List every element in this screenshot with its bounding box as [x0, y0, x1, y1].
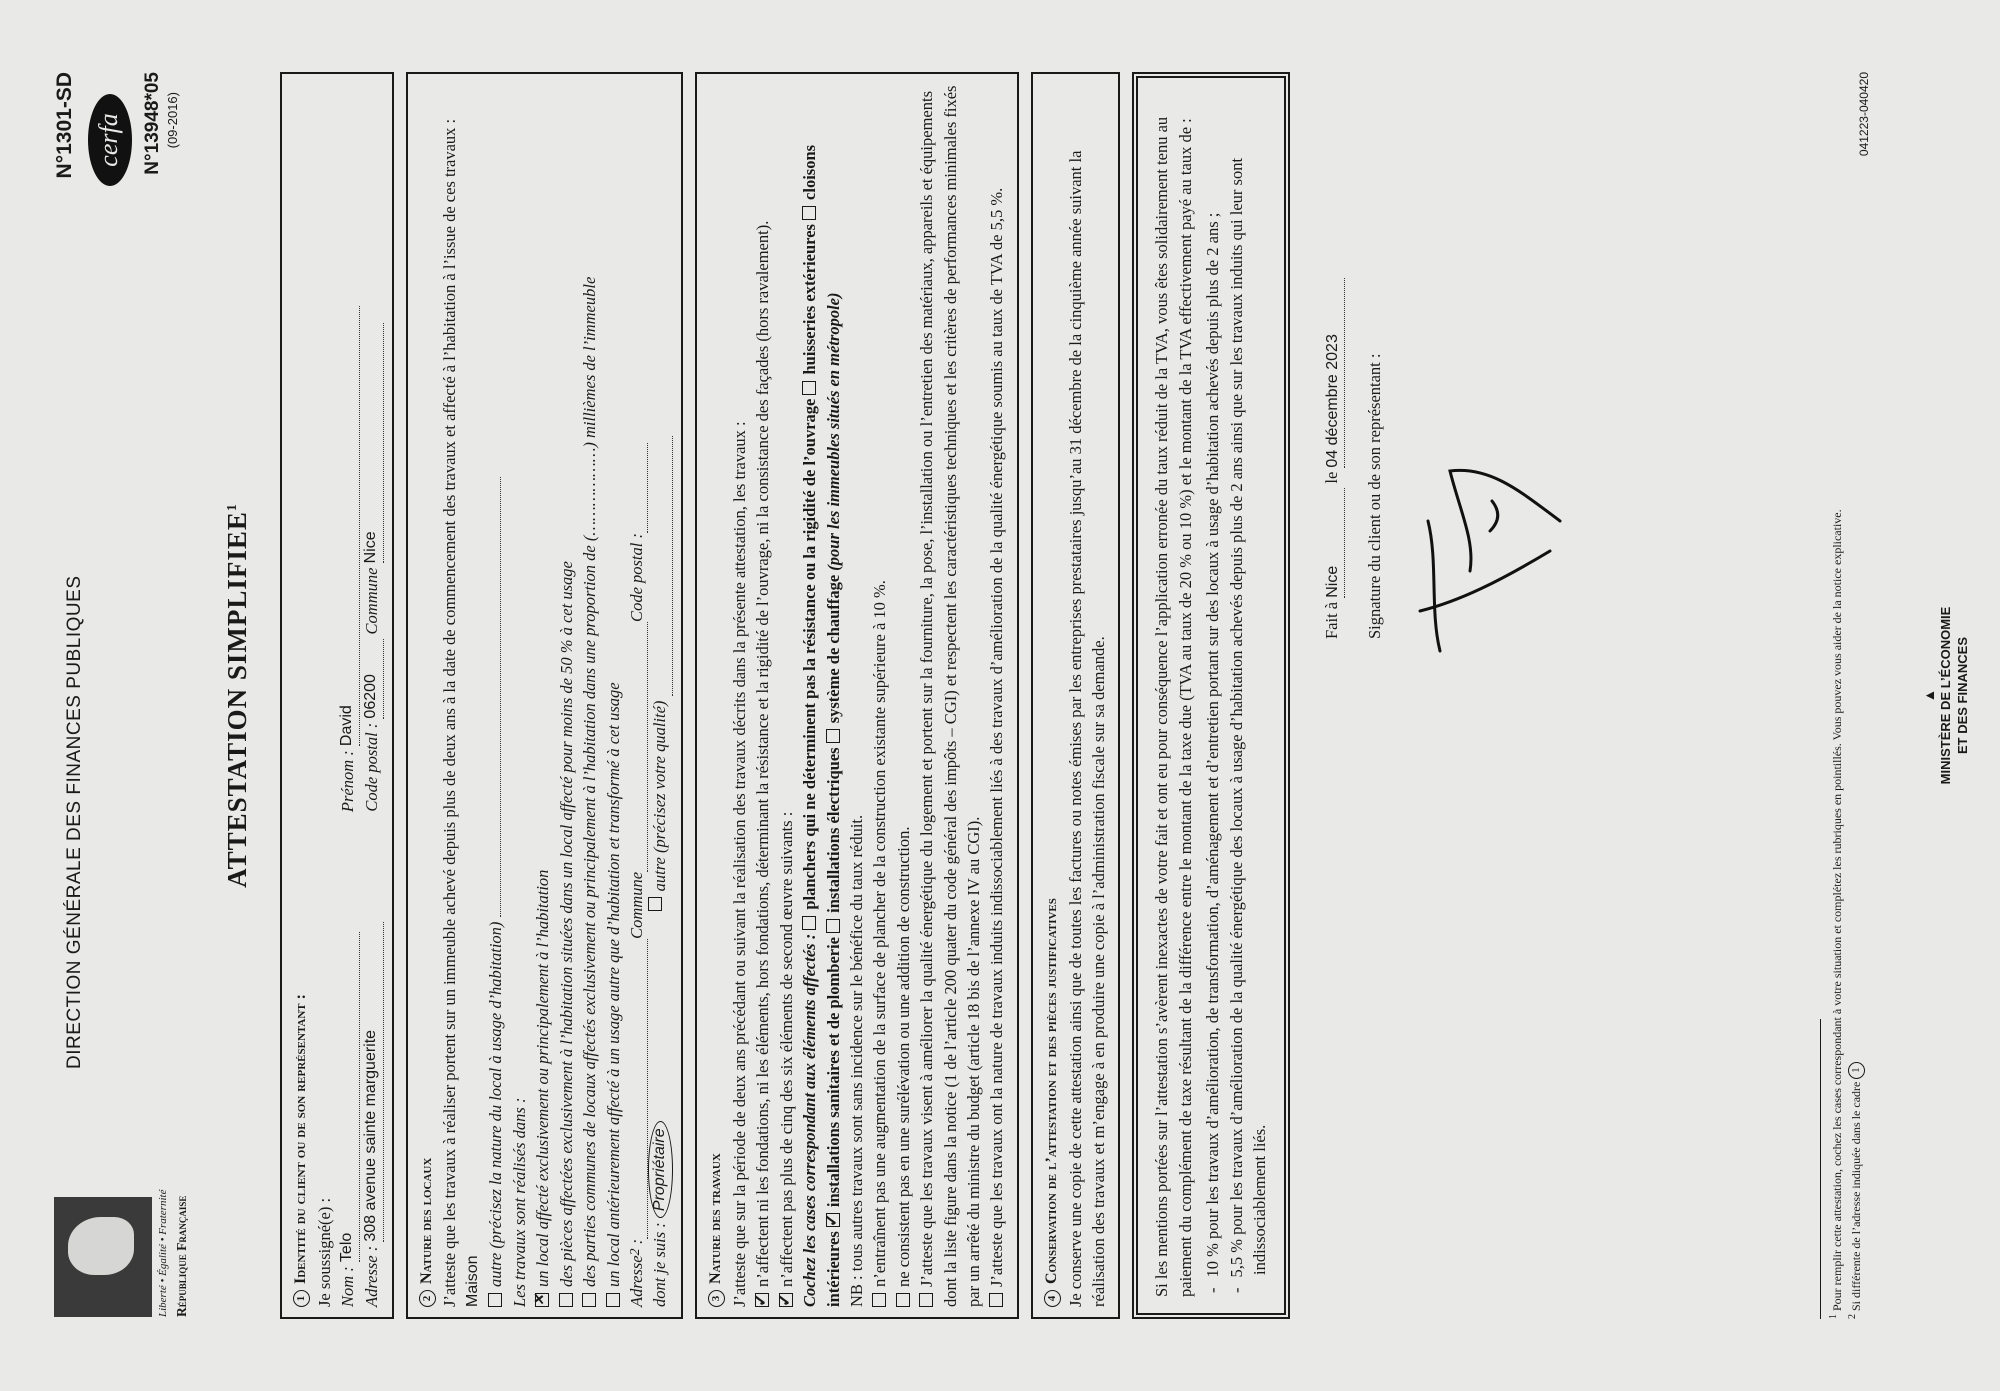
checkbox-autre-qualite[interactable]	[648, 897, 662, 911]
conservation-text: Je conserve une copie de cette attestation ainsi que de toutes les factures ou notes émises par les entreprises prestataires jusqu’au 31 décembre de la cinquième année suivant la réalisation des travaux et m’engage à en produire une copie à l’administration fiscale sur sa demande.	[1065, 150, 1109, 1307]
premises-handwritten: Maison	[463, 1255, 481, 1307]
cp2-field[interactable]	[625, 443, 648, 533]
checkbox-local-transforme[interactable]	[606, 1293, 620, 1307]
rate-5-5: - 5,5 % pour les travaux d’amélioration de la qualité énergétique des locaux à usage d’habitation achevés depuis plus de 2 ans ainsi que sur les travaux induits qui leur sont indissociablement liés.	[1225, 94, 1272, 1275]
prenom-field[interactable]: David	[336, 306, 360, 746]
checkbox-travaux-induits[interactable]	[989, 1293, 1003, 1307]
section-works: 3Nature des travaux J’atteste que sur la période de deux ans précédant ou suivant la réalisation des travaux décrits dans la présente attestation, les travaux : ✓ n’affectent ni les fondations, ni les éléments, hors fondations, déterminant la résistance et la rigidité de l’ouvrage, ni la consistance des façades (hors ravalement). ✓ n’affectent pas plus de cinq des six éléments de second œuvre suivants : Cochez les cases correspondant aux éléments affectés : planchers qui ne déterminent pas la résistance ou la rigidité de l’ouvrage huisseries extérieures cloisons intérieures ✓installations sanitaires et de plomberie installations électriques système de chauffage (pour les immeubles situés en métropole) NB : tous autres travaux sont sans incidence sur le bénéfice du taux réduit. n’entraînent pas une augmentation de la surface de plancher de la construction existante supérieure à 10 %. ne consistent pas en une surélévation ou une addition de construction. J’atteste que les travaux visent à améliorer la qualité énergétique du logement et portent sur la fourniture, la pose, l’installation ou l’entretien des matériaux, appareils et équipements dont la liste figure dans la notice (1 de l’article 200 quater du code général des impôts – CGI) et respectent les caractéristiques techniques et les critères de performances minimales fixés par un arrêté du ministre du budget (article 18 bis de l’annexe IV au CGI). J’atteste que les travaux ont la nature de travaux induits indissociablement liés à des travaux d’amélioration de la qualité énergétique soumis au taux de TVA de 5,5 %.	[695, 72, 1019, 1319]
nb-note: NB : tous autres travaux sont sans incidence sur le bénéfice du taux réduit.	[846, 814, 866, 1307]
address2-row: Adresse 2 : Commune Code postal :	[625, 84, 648, 1307]
premises-intro: J’atteste que les travaux à réaliser portent sur un immeuble achevé depuis plus de deux ans à la date de commencement des travaux et affecté à l’habitation à l’issue de ces travaux :	[440, 118, 460, 1307]
footnote-1: Pour remplir cette attestation, cochez les cases correspondant à votre situation et complétez les rubriques en pointillés. Vous pouvez vous aider de la notice explicative.	[1830, 509, 1844, 1311]
republic-name: République Française	[174, 1195, 189, 1317]
document-reference: 041223-040420	[1857, 72, 1871, 157]
warning-rates	[1201, 94, 1271, 1297]
realises-label: Les travaux sont réalisés dans :	[509, 1097, 529, 1307]
checkbox-huisseries[interactable]	[802, 381, 816, 395]
checkbox-cloisons[interactable]	[802, 206, 816, 220]
signature-label: Signature du client ou de son représentant :	[1365, 353, 1385, 639]
adresse2-field[interactable]	[625, 939, 648, 1239]
checkbox-electriques[interactable]	[826, 919, 840, 933]
section-works-heading: 3Nature des travaux	[705, 84, 728, 1307]
warning-text: Si les mentions portées sur l’attestation s’avèrent inexactes de votre fait et ont eu pour conséquence l’application erronée du taux réduit de la TVA, vous êtes solidairement tenu au paiement du complément de taxe résultant de la différence entre le montant de la taxe due (TVA au taux de 20 % ou 10 %) et le montant de la TVA effectivement payé au taux de :	[1152, 116, 1195, 1297]
checkbox-chauffage[interactable]	[826, 729, 840, 743]
checkbox-surelevation[interactable]	[896, 1293, 910, 1307]
cerfa-logo: cerfa	[88, 94, 132, 186]
checkbox-autre-local[interactable]	[488, 1293, 502, 1307]
checkbox-parties-communes[interactable]	[582, 1293, 596, 1307]
form-number: N°1301-SD	[53, 72, 76, 179]
ministry-logo: ▲ MINISTÈRE DE L’ÉCONOMIE ET DES FINANCES	[1920, 0, 1972, 1391]
checkbox-local-habitation[interactable]	[535, 1293, 549, 1307]
section-identity-heading: 1Identité du client ou de son représentant :	[290, 84, 313, 1307]
section-premises-heading: 2Nature des locaux	[416, 84, 439, 1307]
cerfa-number: N°13948*05	[142, 72, 163, 175]
proprietaire-circled[interactable]: Propriétaire	[648, 1121, 673, 1218]
elements-list: Cochez les cases correspondant aux éléments affectés : planchers qui ne déterminent pas la résistance ou la rigidité de l’ouvrage huisseries extérieures cloisons intérieures ✓installations sanitaires et de plomberie installations électriques système de chauffage (pour les immeubles situés en métropole)	[798, 84, 845, 1307]
checkbox-surface[interactable]	[872, 1293, 886, 1307]
signature-block: Fait à Nice le 04 décembre 2023 Signature du client ou de son représentant :	[1320, 72, 1387, 639]
adresse-field[interactable]: 308 avenue sainte marguerite	[360, 922, 384, 1242]
checkbox-energetique[interactable]	[919, 1293, 933, 1307]
section-premises: 2Nature des locaux J’atteste que les travaux à réaliser portent sur un immeuble achevé depuis plus de deux ans à la date de commencement des travaux et affecté à l’habitation à l’issue de ces travaux : Maison autre (précisez la nature du local à usage d’habitation) Les travaux sont réalisés dans : ✕ un local affecté exclusivement ou principalement à l’habitation des pièces affectées exclusivement à l’habitation situées dans un local affecté pour moins de 50 % à cet usage des parties communes de locaux affectés exclusivement ou principalement à l’habitation dans une proportion de (………………) millièmes de l’immeuble un local antérieurement affecté à un usage autre que d’habitation et transformé à cet usage Adresse 2 : Commune Code postal : dont je suis : Propriétaire autre (précisez votre qualité)	[406, 72, 684, 1319]
checkbox-fondations[interactable]	[755, 1293, 769, 1307]
ministry-emblem-icon: ▲	[1921, 688, 1937, 703]
code-postal-field[interactable]: 06200	[360, 639, 384, 719]
commune-field[interactable]: Nice	[360, 323, 384, 563]
checkbox-pieces-affectees[interactable]	[559, 1293, 573, 1307]
page-title: ATTESTATION SIMPLIFIEE$^1$	[222, 503, 252, 888]
date-field[interactable]: 04 décembre 2023	[1322, 278, 1346, 468]
marianne-logo	[54, 1197, 152, 1317]
warning-box	[1132, 72, 1289, 1319]
cerfa-date: (09-2016)	[165, 92, 180, 149]
footnote-2: Si différente de l’adresse indiquée dans le cadre	[1849, 1081, 1864, 1311]
checkbox-sanitaires[interactable]	[826, 1213, 840, 1227]
form-header	[50, 72, 280, 1319]
section-conservation	[1031, 72, 1121, 1319]
address-row: Adresse : 308 avenue sainte marguerite Code postal : 06200 Commune Nice	[360, 84, 384, 1307]
name-row: Nom : Telo Prénom : David	[336, 84, 360, 1307]
qualite-row: dont je suis : Propriétaire autre (précisez votre qualité)	[648, 84, 673, 1307]
commune2-field[interactable]	[625, 622, 648, 872]
footnotes: $^1$ Pour remplir cette attestation, cochez les cases correspondant à votre situation et complétez les rubriques en pointillés. Vous pouvez vous aider de la notice explicative. $^2$ Si différente de l’adresse indiquée dans le cadre 1	[1820, 72, 1865, 1319]
directorate-name: DIRECTION GÉNÉRALE DES FINANCES PUBLIQUES	[64, 575, 85, 1069]
lieu-field[interactable]: Nice	[1322, 488, 1346, 598]
checkbox-second-oeuvre[interactable]	[779, 1293, 793, 1307]
republic-motto: Liberté • Égalité • Fraternité	[157, 1189, 169, 1317]
section-conservation-heading: 4Conservation de l’attestation et des pièces justificatives	[1041, 84, 1064, 1307]
works-intro: J’atteste que sur la période de deux ans précédant ou suivant la réalisation des travaux décrits dans la présente attestation, les travaux :	[729, 421, 749, 1307]
handwritten-signature	[1400, 431, 1570, 671]
checkbox-planchers[interactable]	[802, 916, 816, 930]
nom-field[interactable]: Telo	[336, 932, 360, 1262]
section-identity	[280, 72, 394, 1319]
undersigned-label: Je soussigné(e) :	[314, 1197, 334, 1307]
rate-10: - 10 % pour les travaux d’amélioration, de transformation, d’aménagement et d’entretien portant sur des locaux à usage d’habitation achevés depuis plus de 2 ans ;	[1201, 94, 1224, 1275]
